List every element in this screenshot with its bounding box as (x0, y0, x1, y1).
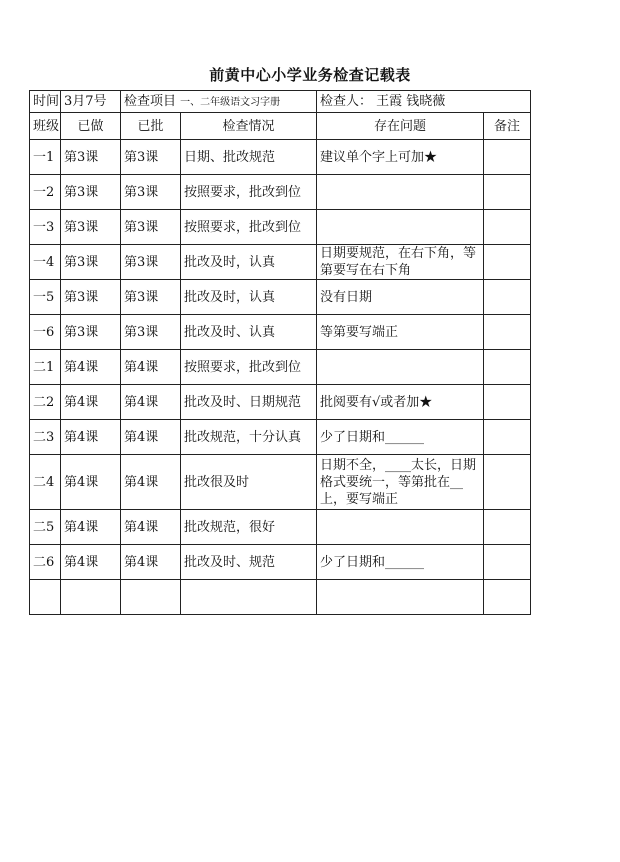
header-graded: 已批 (121, 113, 181, 140)
notes-cell (484, 385, 531, 420)
situation-cell: 批改规范，很好 (181, 510, 317, 545)
class-cell: 一6 (30, 315, 61, 350)
check-item-value: 一、二年级语文习字册 (180, 96, 281, 108)
table-row (30, 350, 531, 385)
check-item-cell (121, 91, 317, 113)
situation-cell: 批改及时、认真 (181, 315, 317, 350)
empty-cell (484, 580, 531, 615)
notes-cell (484, 175, 531, 210)
table-row (30, 385, 531, 420)
table-row (30, 510, 531, 545)
notes-cell (484, 140, 531, 175)
class-cell: 二3 (30, 420, 61, 455)
graded-cell: 第4课 (121, 385, 181, 420)
class-cell: 一5 (30, 280, 61, 315)
issues-cell: 等第要写端正 (317, 315, 484, 350)
issues-cell: 批阅要有√或者加★ (317, 385, 484, 420)
table-row (30, 280, 531, 315)
done-cell: 第4课 (61, 455, 121, 510)
done-cell: 第3课 (61, 210, 121, 245)
empty-cell (181, 580, 317, 615)
class-cell: 二1 (30, 350, 61, 385)
time-label: 时间 (30, 91, 61, 113)
situation-cell: 按照要求，批改到位 (181, 350, 317, 385)
graded-cell: 第3课 (121, 280, 181, 315)
issues-cell: 少了日期和______ (317, 420, 484, 455)
empty-cell (121, 580, 181, 615)
graded-cell: 第4课 (121, 350, 181, 385)
situation-cell: 按照要求，批改到位 (181, 210, 317, 245)
graded-cell: 第4课 (121, 510, 181, 545)
issues-cell (317, 175, 484, 210)
empty-cell (317, 580, 484, 615)
table-row (30, 140, 531, 175)
class-cell: 二2 (30, 385, 61, 420)
table-row (30, 175, 531, 210)
issues-cell: 少了日期和______ (317, 545, 484, 580)
done-cell: 第4课 (61, 420, 121, 455)
issues-cell: 建议单个字上可加★ (317, 140, 484, 175)
done-cell: 第4课 (61, 385, 121, 420)
done-cell: 第4课 (61, 510, 121, 545)
header-situation: 检查情况 (181, 113, 317, 140)
situation-cell: 批改很及时 (181, 455, 317, 510)
class-cell: 一2 (30, 175, 61, 210)
info-row (30, 91, 531, 113)
notes-cell (484, 350, 531, 385)
class-cell: 二5 (30, 510, 61, 545)
check-item-label: 检查项目 (124, 93, 177, 109)
empty-cell (61, 580, 121, 615)
table-row (30, 420, 531, 455)
table-row (30, 210, 531, 245)
class-cell: 一3 (30, 210, 61, 245)
issues-cell (317, 350, 484, 385)
issues-cell: 没有日期 (317, 280, 484, 315)
inspector-cell (317, 91, 531, 113)
done-cell: 第3课 (61, 280, 121, 315)
situation-cell: 批改及时、日期规范 (181, 385, 317, 420)
situation-cell: 批改规范，十分认真 (181, 420, 317, 455)
situation-cell: 批改及时，认真 (181, 245, 317, 280)
table-row (30, 315, 531, 350)
notes-cell (484, 315, 531, 350)
done-cell: 第4课 (61, 545, 121, 580)
notes-cell (484, 545, 531, 580)
empty-row (30, 580, 531, 615)
done-cell: 第3课 (61, 245, 121, 280)
notes-cell (484, 510, 531, 545)
inspection-record-table (29, 90, 531, 615)
class-cell: 二4 (30, 455, 61, 510)
done-cell: 第4课 (61, 350, 121, 385)
document-title: 前黄中心小学业务检查记载表 (209, 66, 411, 84)
header-done: 已做 (61, 113, 121, 140)
empty-cell (30, 580, 61, 615)
class-cell: 一4 (30, 245, 61, 280)
table-row (30, 245, 531, 280)
graded-cell: 第4课 (121, 545, 181, 580)
table-row (30, 545, 531, 580)
class-cell: 二6 (30, 545, 61, 580)
header-class: 班级 (30, 113, 61, 140)
notes-cell (484, 210, 531, 245)
situation-cell: 批改及时、规范 (181, 545, 317, 580)
situation-cell: 按照要求，批改到位 (181, 175, 317, 210)
graded-cell: 第3课 (121, 140, 181, 175)
inspector-label: 检查人： (320, 94, 373, 109)
header-issues: 存在问题 (317, 113, 484, 140)
graded-cell: 第4课 (121, 420, 181, 455)
issues-cell: 日期要规范，在右下角，等第要写在右下角 (317, 245, 484, 280)
notes-cell (484, 455, 531, 510)
notes-cell (484, 245, 531, 280)
notes-cell (484, 420, 531, 455)
notes-cell (484, 280, 531, 315)
header-row (30, 113, 531, 140)
graded-cell: 第3课 (121, 245, 181, 280)
header-notes: 备注 (484, 113, 531, 140)
done-cell: 第3课 (61, 175, 121, 210)
situation-cell: 批改及时，认真 (181, 280, 317, 315)
graded-cell: 第3课 (121, 175, 181, 210)
class-cell: 一1 (30, 140, 61, 175)
situation-cell: 日期、批改规范 (181, 140, 317, 175)
graded-cell: 第3课 (121, 210, 181, 245)
issues-cell (317, 210, 484, 245)
graded-cell: 第4课 (121, 455, 181, 510)
done-cell: 第3课 (61, 140, 121, 175)
issues-cell (317, 510, 484, 545)
issues-cell: 日期不全，____太长，日期格式要统一，等第批在__上，要写端正 (317, 455, 484, 510)
inspector-value: 王霞 钱晓薇 (376, 94, 446, 109)
graded-cell: 第3课 (121, 315, 181, 350)
time-value: 3月7号 (61, 91, 121, 113)
done-cell: 第3课 (61, 315, 121, 350)
table-row (30, 455, 531, 510)
